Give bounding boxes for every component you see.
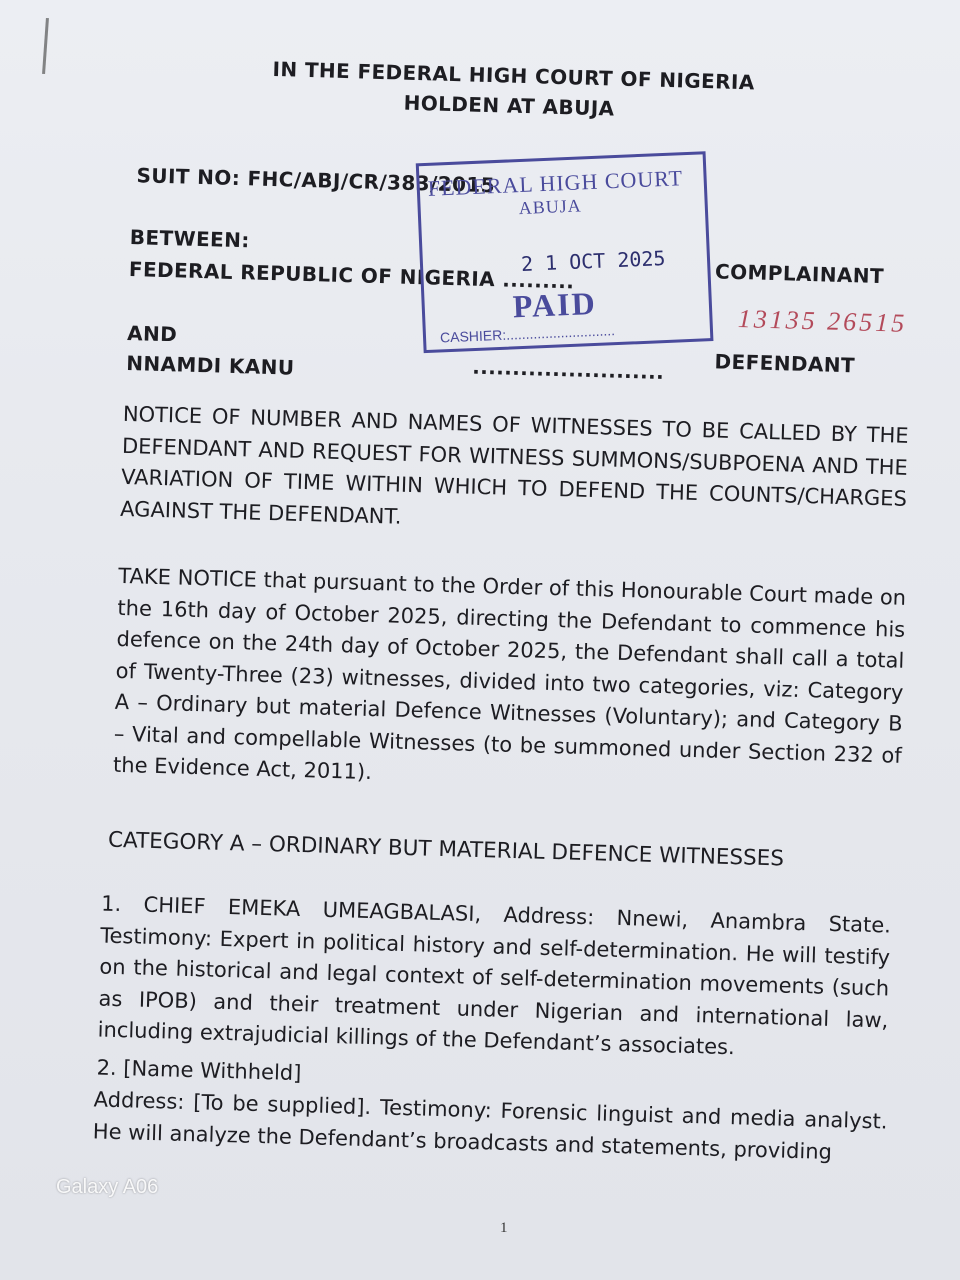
take-notice-paragraph: TAKE NOTICE that pursuant to the Order of this Honourable Court made on the 16th day of October 2025, directing the Defendant to commence his defence on the 24th day of October 2025, the Defendant shall call a total of Twenty-Three (23) witnesses, divided into two categories, viz: Category A – Ordinary but material Defence Witnesses (Voluntary); and Category B – Vital and compellable Witnesses (to be summoned under Section 232 of the Evidence Act, 2011). — [112, 563, 907, 785]
court-title: IN THE FEDERAL HIGH COURT OF NIGERIA — [272, 56, 756, 95]
stamp-date: 2 1 OCT 2025 — [520, 245, 666, 277]
stamp-cashier: CASHIER:............................ — [439, 322, 616, 346]
stamp-city: ABUJA — [518, 195, 583, 219]
witness-2-heading: 2. [Name Withheld] — [96, 1055, 302, 1086]
witness-2-text: Address: [To be supplied]. Testimony: Forensic linguist and media analyst. He will analyze the Defendant’s broadcasts and statements, providing — [92, 1087, 888, 1164]
stamp-paid: PAID — [512, 284, 598, 325]
witness-1: 1. CHIEF EMEKA UMEAGBALASI, Address: Nnewi, Anambra State. Testimony: Expert in political history and self-determination. He will testify on the historical and legal context of self-determination movements (such as IPOB) and their treatment under Nigerian and international law, including extrajudicial killings of the Defendant’s associates. — [97, 891, 892, 1060]
defendant-name: NNAMDI KANU — [125, 351, 295, 380]
stamp-court: FEDERAL HIGH COURT — [427, 165, 684, 201]
camera-watermark: Galaxy A06 — [56, 1176, 159, 1198]
document-content — [92, 52, 925, 1164]
court-location: HOLDEN AT ABUJA — [403, 90, 615, 121]
and-label: AND — [126, 321, 178, 347]
court-paid-stamp — [416, 151, 714, 353]
page-number: 1 — [500, 1220, 508, 1236]
defendant-dots: ........................ — [472, 354, 665, 385]
handwritten-number: 13135 26515 — [737, 304, 908, 338]
complainant-role: COMPLAINANT — [714, 259, 885, 289]
category-a-heading: CATEGORY A – ORDINARY BUT MATERIAL DEFENCE WITNESSES — [107, 827, 785, 872]
defendant-role: DEFENDANT — [714, 349, 856, 378]
pen-mark — [42, 18, 49, 74]
suit-number: SUIT NO: FHC/ABJ/CR/383/2015 — [136, 163, 496, 198]
notice-title: NOTICE OF NUMBER AND NAMES OF WITNESSES TO BE CALLED BY THE DEFENDANT AND REQUEST FOR WITNESS SUMMONS/SUBPOENA AND THE VARIATION OF TIME WITHIN WHICH TO DEFEND THE COUNTS/CHARGES AGAINST THE DEFENDANT. — [119, 401, 909, 529]
between-label: BETWEEN: — [129, 225, 251, 253]
complainant-name: FEDERAL REPUBLIC OF NIGERIA ......... — [128, 257, 575, 294]
